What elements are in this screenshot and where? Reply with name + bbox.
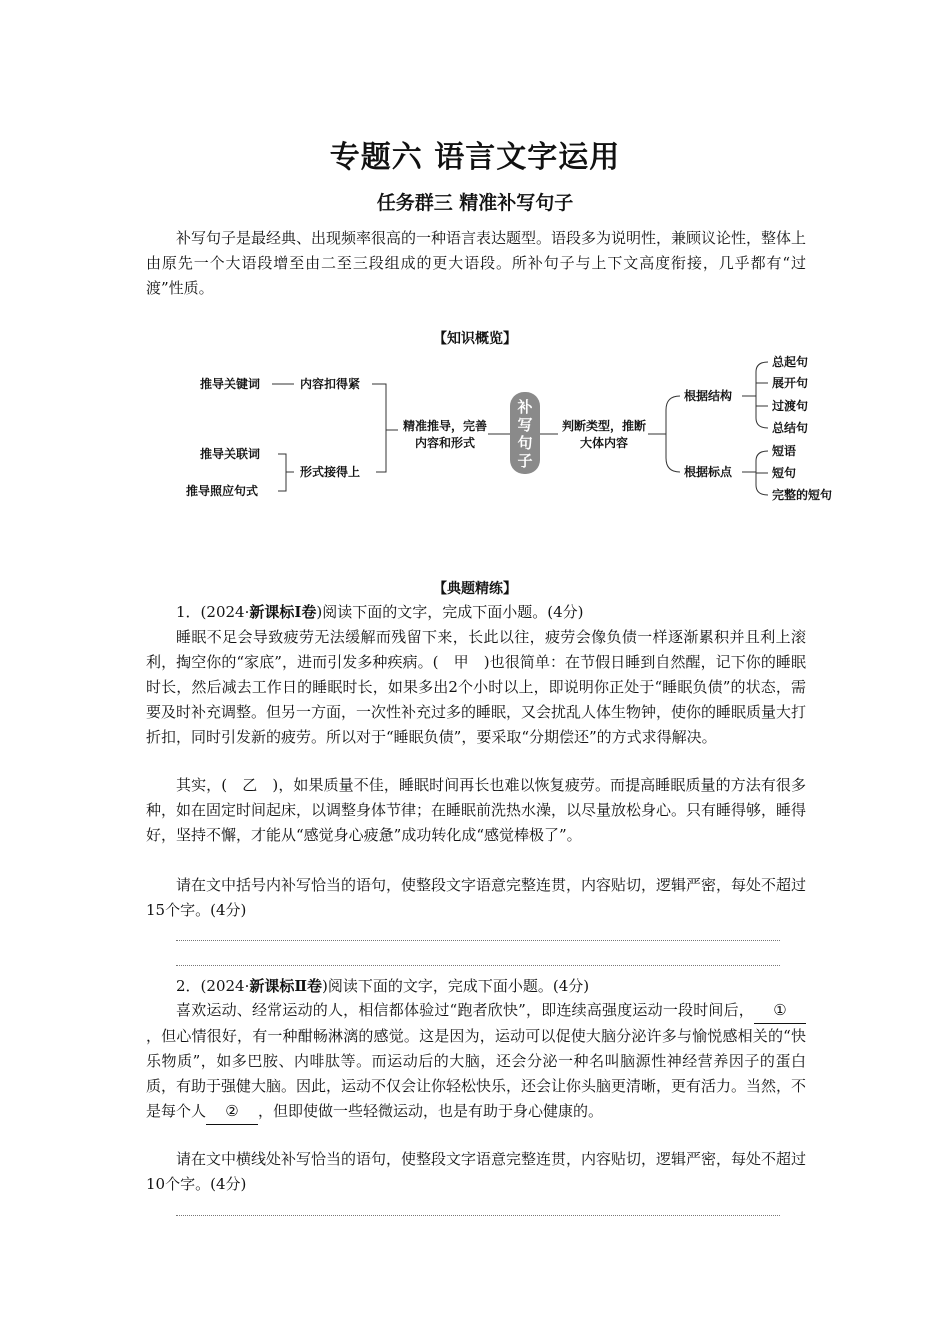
node-derive-echo-sentences: 推导照应句式 — [186, 484, 259, 498]
page-title: 专题六 语言文字运用 — [329, 140, 621, 175]
leaf-short-sentence: 短句 — [772, 466, 797, 480]
node-precise-derivation: 精准推导，完善内容和形式 — [402, 419, 487, 450]
pill-char-3: 句 — [517, 434, 533, 452]
q1-answer-line-1[interactable] — [176, 940, 780, 941]
q1-source: 新课标Ⅰ卷 — [249, 603, 317, 621]
leaf-phrase: 短语 — [772, 444, 797, 458]
leaf-transition-sentence: 过渡句 — [772, 399, 809, 413]
q1-answer-line-2[interactable] — [176, 965, 780, 966]
pill-char-2: 写 — [517, 416, 533, 434]
leaf-expanding-sentence: 展开句 — [772, 376, 809, 390]
node-content-tight: 内容扣得紧 — [300, 377, 361, 391]
leaf-opening-sentence: 总起句 — [772, 355, 809, 369]
node-judge-type: 判断类型，推断大体内容 — [561, 419, 646, 450]
node-derive-keywords: 推导关键词 — [200, 377, 261, 391]
q1-number: 1．(2024· — [176, 603, 250, 621]
knowledge-mindmap — [170, 350, 850, 520]
q2-number: 2．(2024· — [176, 977, 250, 995]
q1-heading-rest: )阅读下面的文字，完成下面小题。(4分) — [316, 603, 584, 621]
q2-instruction: 请在文中横线处补写恰当的语句，使整段文字语意完整连贯，内容贴切，逻辑严密，每处不超过10个字。(4分) — [146, 1150, 807, 1193]
node-form-connected: 形式接得上 — [300, 465, 361, 479]
q1-paragraph-2: 其实，( 乙 )，如果质量不佳，睡眠时间再长也难以恢复疲劳。而提高睡眠质量的方法有很多种，如在固定时间起床，以调整身体节律；在睡眠前洗热水澡，以尽量放松身心。只有睡得够，睡得好，坚持不懈，才能从“感觉身心疲惫”成功转化成“感觉棒极了”。 — [146, 776, 807, 844]
intro-paragraph: 补写句子是最经典、出现频率很高的一种语言表达题型。语段多为说明性，兼顾议论性，整体上由原先一个大语段增至由二至三段组成的更大语段。所补句子与上下文高度衔接，几乎都有“过渡”性质。 — [146, 229, 807, 297]
knowledge-overview-label: 【知识概览】 — [433, 331, 517, 347]
q1-paragraph-1: 睡眠不足会导致疲劳无法缓解而残留下来，长此以往，疲劳会像负债一样逐渐累积并且利上滚利，掏空你的“家底”，进而引发多种疾病。( 甲 )也很简单：在节假日睡到自然醒，记下你的睡眠时长，然后减去工作日的睡眠时长，如果多出2个小时以上，即说明你正处于“睡眠负债”的状态，需要及时补充调整。但另一方面，一次性补充过多的睡眠，又会扰乱人体生物钟，使你的睡眠质量大打折扣，同时引发新的疲劳。所以对于“睡眠负债”，要采取“分期偿还”的方式求得解决。 — [146, 628, 807, 746]
pill-char-1: 补 — [517, 398, 533, 416]
q2-answer-line[interactable] — [176, 1215, 780, 1216]
practice-label: 【典题精练】 — [433, 581, 517, 597]
leaf-summary-sentence: 总结句 — [772, 421, 809, 435]
node-derive-conjunctions: 推导关联词 — [200, 447, 261, 461]
node-by-structure: 根据结构 — [684, 389, 733, 403]
q2-heading — [176, 975, 589, 996]
mindmap-connectors — [170, 350, 850, 520]
q2-text-a: 喜欢运动、经常运动的人，相信都体验过“跑者欣快”，即连续高强度运动一段时间后， — [176, 1001, 754, 1019]
page-subtitle: 任务群三 精准补写句子 — [376, 192, 574, 214]
q2-paragraph-1 — [146, 998, 806, 1125]
leaf-complete-short-sentence: 完整的短句 — [772, 488, 833, 502]
q2-source: 新课标Ⅱ卷 — [249, 977, 322, 995]
q1-heading — [176, 601, 583, 622]
q2-text-b: ，但心情很好，有一种酣畅淋漓的感觉。这是因为，运动可以促使大脑分泌许多与愉悦感相关的“快乐物质”，如多巴胺、内啡肽等。而运动后的大脑，还会分泌一种名叫脑源性神经营养因子的蛋白质，有助于强健大脑。因此，运动不仅会让你轻松快乐，还会让你头脑更清晰，更有活力。当然，不是每个人 — [146, 1027, 807, 1120]
pill-char-4: 子 — [517, 452, 533, 470]
q2-text-c: ，但即使做一些轻微运动，也是有助于身心健康的。 — [258, 1102, 604, 1120]
q1-instruction: 请在文中括号内补写恰当的语句，使整段文字语意完整连贯，内容贴切，逻辑严密，每处不超过15个字。(4分) — [146, 876, 807, 919]
node-by-punctuation: 根据标点 — [684, 465, 733, 479]
q2-blank-1[interactable]: ① — [754, 998, 806, 1024]
q2-blank-2[interactable]: ② — [206, 1099, 258, 1125]
q2-heading-rest: )阅读下面的文字，完成下面小题。(4分) — [322, 977, 590, 995]
